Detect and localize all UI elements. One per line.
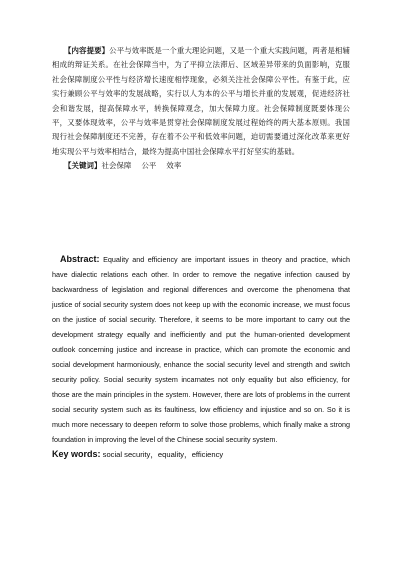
chinese-keywords-line <box>52 159 350 173</box>
chinese-abstract-body: 公平与效率既是一个重大理论问题，又是一个重大实践问题，两者是相辅相成的辩证关系。在社会保障当中，为了平抑立法滞后、区域差异带来的负面影响，克服社会保障制度公平性与经济增长速度相悖现象，必须关注社会保障公平性。有鉴于此，应实行兼顾公平与效率的发展战略，实行以人为本的公平与增长并重的发展观，促进经济社会和谐发展，提高保障水平，转换保障观念，加大保障力度。社会保障制度既要体现公平，又要体现效率，公平与效率是贯穿社会保障制度发展过程始终的两大基本原则。我国现行社会保障制度还不完善，存在着不公平和低效率问题，迫切需要通过深化改革来更好地实现公平与效率相结合，最终为提高中国社会保障水平打好坚实的基础。 <box>52 46 351 156</box>
chinese-abstract-paragraph <box>52 44 350 159</box>
chinese-abstract-heading: 【内容提要】 <box>64 46 110 55</box>
chinese-keyword: 社会保障 <box>101 161 132 171</box>
english-abstract-heading: Abstract: <box>60 254 100 264</box>
english-keywords-line <box>52 447 350 462</box>
english-keywords-heading: Key words: <box>52 449 101 459</box>
chinese-keyword: 公平 <box>141 161 157 171</box>
english-abstract-body: Equality and efficiency are important issues in theory and practice, which have dialectic relations each other. In order to remove the negative infection caused by backwardness of legislation and regional differences and overcome the phenomena that justice of social security system does not keep up with the economic increase, we must focus on the justice of social security. Therefore, it seems to be more important to carry out the development strategy equally and inefficiently and put the human-oriented development outlook concerning justice and increase in practice, which can promote the economic and social development harmoniously, enhance the social security level and strength and switch security policy. Social security system incarnates not only equality but also efficiency, for those are the main principles in the system. However, there are lots of problems in the current social security system such as its faultiness, low efficiency and injustice and so on. So it is much more necessary to deepen reform to solve those problems, which finally make a strong foundation in improving the level of the Chinese social security system. <box>52 255 351 444</box>
english-keywords-text: social security，equality，efficiency <box>102 450 224 459</box>
chinese-keyword: 效率 <box>166 161 182 171</box>
chinese-keywords-heading: 【关键词】 <box>64 161 102 171</box>
english-abstract-paragraph <box>52 252 350 447</box>
chinese-abstract-section <box>52 44 350 174</box>
english-abstract-section <box>52 252 350 462</box>
